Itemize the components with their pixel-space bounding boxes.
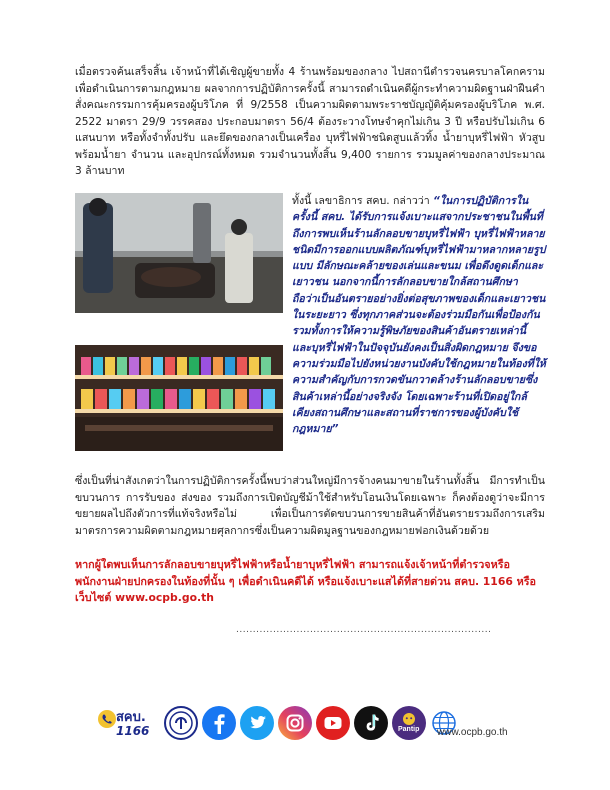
- photo-vape-shelves-art: [75, 345, 283, 451]
- statement-intro: ทั้งนี้ เลขาธิการ สคบ. กล่าวว่า: [292, 195, 434, 207]
- youtube-icon[interactable]: [316, 706, 350, 740]
- hotline-number: 1166: [116, 724, 150, 738]
- photo-raid-inspection: [75, 193, 283, 313]
- website-link[interactable]: www.ocpb.go.th: [437, 727, 508, 738]
- paragraph-enforcement-result: เมื่อตรวจค้นเสร็จสิ้น เจ้าหน้าที่ได้เชิญผู้ขายทั้ง 4 ร้านพร้อมของกลาง ไปสถานีตำรวจนครบาลโคกคราม เพื่อดำเนินการตามกฎหมาย ผลจากการปฏิบัติการครั้งนี้ สามารถดำเนินคดีผู้กระทำความผิดฐานฝ่าฝืนคำสั่งคณะกรรมการคุ้มครองผู้บริโภค ที่ 9/2558 เป็นความผิดตามพระราชบัญญัติคุ้มครองผู้บริโภค พ.ศ. 2522 มาตรา 29/9 วรรคสอง ประกอบมาตรา 56/4 ต้องระวางโทษจำคุกไม่เกิน 3 ปี หรือปรับไม่เกิน 6 แสนบาท หรือทั้งจำทั้งปรับ และยึดของกลางเป็นเครื่อง บุหรี่ไฟฟ้าชนิดสูบแล้วทิ้ง น้ำยาบุหรี่ไฟฟ้า หัวสูบพร้อมน้ำยา จำนวน และอุปกรณ์ทั้งหมด รวมจำนวนทั้งสิ้น 9,400 รายการ รวมมูลค่าของกลางประมาณ 3 ล้านบาท: [75, 66, 545, 177]
- pantip-label: Pantip: [398, 726, 420, 733]
- hotline-logo[interactable]: [98, 704, 158, 744]
- ocpb-emblem-icon[interactable]: [164, 706, 198, 740]
- statement-quote: “ในการปฏิบัติการในครั้งนี้ สคบ. ได้รับการแจ้งเบาะแสจากประชาชนในพื้นที่ ถึงการพบเห็นร้านลักลอบขายบุหรี่ไฟฟ้า บุหรี่ไฟฟ้าหลายชนิดมีการออกแบบผลิตภัณฑ์บุหรี่ไฟฟ้ามาหลากหลายรูปแบบ มีลักษณะคล้ายของเล่นและขนม เพื่อดึงดูดเด็กและเยาวชน นอกจากนี้การลักลอบขายใกล้สถานศึกษา ถือว่าเป็นอันตรายอย่างยิ่งต่อสุขภาพของเด็กและเยาวชนในระยะยาว ซึ่งทุกภาคส่วนจะต้องร่วมมือกันเพื่อป้องกันรวมทั้งการให้ความรู้พิษภัยของสินค้าอันตรายเหล่านี้ และบุหรี่ไฟฟ้าในปัจจุบันยังคงเป็นสิ่งผิดกฎหมาย จึงขอความร่วมมือไปยังหน่วยงานบังคับใช้กฎหมายในท้องที่ให้ความสำคัญกับการกวดขันกวาดล้างร้านลักลอบขายซึ่งสินค้าเหล่านี้อย่างจริงจัง โดยเฉพาะร้านที่เปิดอยู่ใกล้เคียงสถานศึกษาและสถานที่ราชการของผู้บังคับใช้กฎหมาย”: [292, 195, 546, 436]
- paragraph-observation: ซึ่งเป็นที่น่าสังเกตว่าในการปฏิบัติการครั้งนี้พบว่าส่วนใหญ่มีการจ้างคนมาขายในร้านทั้งสิ้น มีการทำเป็นขบวนการ การรับของ ส่งของ รวมถึงการเปิดบัญชีม้าใช้สำหรับโอนเงินโดยเฉพาะ ก็คงต้องดูว่าจะมีการขยายผลไปถึงตัวการที่แท้จริงหรือไม่ เพื่อเป็นการตัดขบวนการขายสินค้าที่อันตรายรวมถึงการเสริมมาตรการความผิดตามกฎหมายศุลกากรซึ่งเป็นความผิดมูลฐานของกฎหมายฟอกเงินด้วยด้วย: [75, 475, 545, 537]
- separator-dots: ............................................................................: [236, 625, 492, 635]
- paragraph-report-alert: หากผู้ใดพบเห็นการลักลอบขายบุหรี่ไฟฟ้าหรือน้ำยาบุหรี่ไฟฟ้า สามารถแจ้งเจ้าหน้าที่ตำรวจหรือพนักงานฝ่ายปกครองในท้องที่นั้น ๆ เพื่อดำเนินคดีได้ หรือแจ้งเบาะแสได้ที่สายด่วน สคบ. 1166 หรือเว็บไซต์ www.ocpb.go.th: [75, 558, 537, 604]
- instagram-icon[interactable]: [278, 706, 312, 740]
- pantip-icon[interactable]: [392, 706, 426, 740]
- phone-icon: [98, 710, 116, 728]
- facebook-icon[interactable]: [202, 706, 236, 740]
- photo-raid-inspection-art: [75, 193, 283, 313]
- twitter-icon[interactable]: [240, 706, 274, 740]
- hotline-logo-text: สคบ.: [116, 710, 146, 725]
- tiktok-icon[interactable]: [354, 706, 388, 740]
- footer-logos: [90, 700, 560, 750]
- photo-vape-shelves: [75, 345, 283, 451]
- paragraph-secretary-statement: [292, 193, 546, 437]
